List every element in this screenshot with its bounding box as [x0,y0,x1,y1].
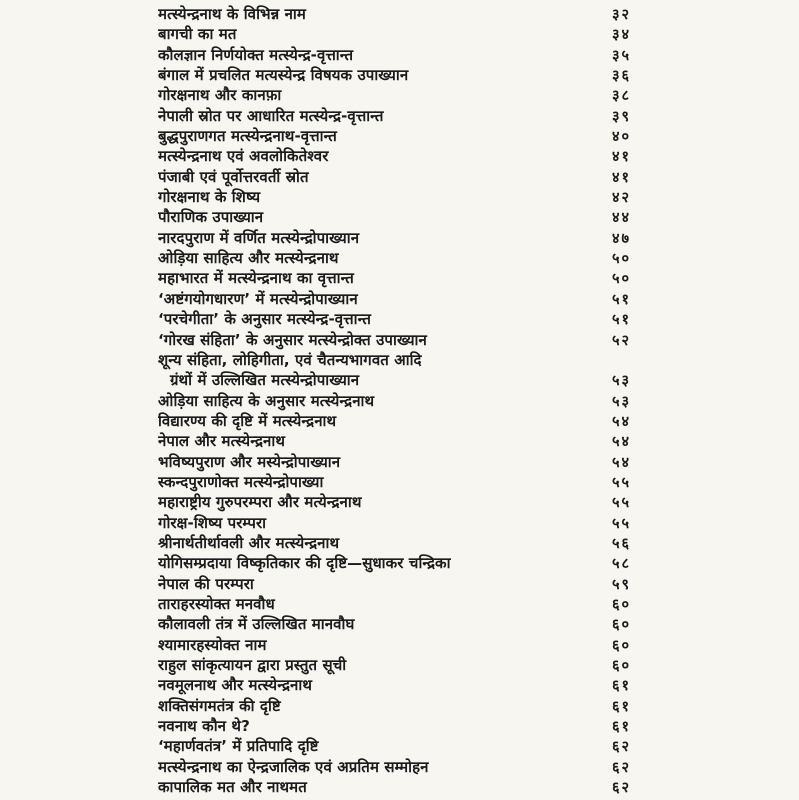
toc-entry-page: ४१ [612,149,632,166]
toc-entry-title: मत्स्येन्द्रनाथ के विभिन्न नाम [158,5,306,23]
toc-row [158,574,699,594]
toc-entry-title: नारदपुराण में वर्णित मत्स्येन्द्रोपाख्यान [158,228,360,247]
toc-row [158,472,699,492]
toc-entry-page: ५३ [612,393,632,410]
toc-list [0,4,799,797]
toc-entry-title: ‘महार्णवतंत्र’ में प्रतिपादि दृष्टि [158,737,319,756]
toc-entry-page: ५५ [612,474,632,491]
toc-entry-page: ३५ [612,47,632,64]
toc-entry-title: ओड़िया साहित्य के अनुसार मत्स्येन्द्रनाथ [158,391,375,410]
toc-row [158,513,699,533]
toc-entry-page: ६० [612,617,632,634]
toc-entry-page: ६२ [612,739,632,756]
toc-entry-title: ताराहरस्योक्त मनवौध [158,594,275,613]
toc-entry-page: ६१ [612,698,632,715]
toc-entry-page: ४४ [612,210,632,227]
toc-entry-page: ४७ [612,230,632,247]
toc-row [158,655,699,675]
toc-row [158,431,699,451]
toc-entry-page: ३२ [612,7,632,23]
toc-entry-page: ५४ [612,434,632,451]
toc-entry-title: कौलज्ञान निर्णयोक्त मत्स्येन्द्र-वृत्तान्त [158,45,354,64]
toc-row [158,553,699,573]
toc-entry-page: ५१ [612,312,632,329]
toc-row [158,350,699,370]
toc-row [158,533,699,553]
toc-row [158,228,699,248]
toc-row [158,248,699,268]
toc-entry-page: ५१ [612,291,632,308]
toc-entry-title: कापालिक मत और नाथमत [158,778,307,797]
toc-row [158,85,699,105]
toc-row [158,330,699,350]
toc-row [158,65,699,85]
toc-entry-page: ५० [612,271,632,288]
toc-entry-page: ३६ [612,68,632,85]
toc-entry-title: ग्रंथों में उल्लिखित मत्स्येन्द्रोपाख्यान [170,371,360,390]
toc-row [158,635,699,655]
toc-row [158,736,699,756]
toc-entry-title: मत्स्येन्द्रनाथ का ऐन्द्रजालिक एवं अप्रतिम सम्मोहन [158,757,429,776]
toc-row [158,594,699,614]
toc-entry-title: नेपाल और मत्स्येन्द्रनाथ [158,432,286,451]
toc-row [158,614,699,634]
toc-entry-title: श्रीनार्थतीर्थावली और मत्स्येन्द्रनाथ [158,533,340,552]
toc-entry-page: ३९ [612,108,632,125]
toc-row [158,391,699,411]
toc-entry-title: विद्यारण्य की दृष्टि में मत्स्येन्द्रनाथ [158,411,337,430]
toc-row [158,187,699,207]
toc-entry-page: ६१ [612,678,632,695]
toc-entry-page: ५४ [612,454,632,471]
toc-entry-title: नवमूलनाथ और मत्स्येन्द्रनाथ [158,676,313,695]
toc-entry-page: ६१ [612,719,632,736]
toc-entry-page: ४० [612,129,632,146]
toc-entry-page: ५९ [612,576,632,593]
toc-entry-page: ५५ [612,515,632,532]
toc-row [158,757,699,777]
toc-entry-title: मत्स्येन्द्रनाथ एवं अवलोकितेश्वर [158,147,329,166]
toc-entry-title: पौराणिक उपाख्यान [158,208,264,227]
toc-entry-page: ३८ [612,88,632,105]
toc-entry-page: ३४ [612,27,632,44]
toc-entry-title: गोरक्षनाथ के शिष्य [158,188,261,207]
toc-entry-title: बुद्धपुराणगत मत्स्येन्द्रनाथ-वृत्तान्त [158,127,337,146]
toc-entry-page: ५८ [612,556,632,573]
toc-entry-page: ५६ [612,535,632,552]
toc-row [158,452,699,472]
toc-row [158,777,699,797]
toc-entry-title: महाभारत में मत्स्येन्द्रनाथ का वृत्तान्त [158,269,354,288]
toc-row [158,675,699,695]
toc-entry-title: ओड़िया साहित्य और मत्स्येन्द्रनाथ [158,249,339,268]
toc-entry-title: नेपाल की परम्परा [158,574,254,593]
toc-entry-title: स्कन्दपुराणोक्त मत्स्येन्द्रोपाख्या [158,472,324,491]
toc-row [158,106,699,126]
toc-row [158,268,699,288]
toc-entry-page: ४१ [612,169,632,186]
toc-entry-page: ५४ [612,413,632,430]
toc-entry-title: ‘अष्टंगयोगधारण’ में मत्स्येन्द्रोपाख्यान [158,289,358,308]
toc-entry-page: ६२ [612,780,632,797]
toc-entry-title: महाराष्ट्रीय गुरुपरम्परा और मत्येन्द्रनाथ [158,493,362,512]
toc-entry-title: ‘परचेगीता’ के अनुसार मत्स्येन्द्र-वृत्तान्त [158,310,371,329]
toc-entry-page: ५० [612,251,632,268]
toc-entry-title: गोरक्ष-शिष्य परम्परा [158,513,267,532]
toc-row [158,370,699,390]
toc-entry-page: ५३ [612,373,632,390]
toc-entry-page: ६० [612,596,632,613]
toc-row [158,45,699,65]
toc-entry-title: कौलावली तंत्र में उल्लिखित मानवौघ [158,615,355,634]
toc-entry-page: ६० [612,658,632,674]
toc-entry-page: ६२ [612,759,632,776]
toc-row [158,24,699,44]
toc-entry-title: पंजाबी एवं पूर्वोत्तरवर्ती स्रोत [158,167,309,186]
toc-entry-title: राहुल सांकृत्यायन द्वारा प्रस्तुत सूची [158,656,347,674]
toc-entry-page: ६० [612,637,632,654]
toc-entry-title: बंगाल में प्रचलित मत्यस्येन्द्र विषयक उपाख्यान [158,66,409,85]
toc-row [158,167,699,187]
toc-row [158,411,699,431]
toc-row [158,146,699,166]
toc-entry-title: शक्तिसंगमतंत्र की दृष्टि [158,696,281,715]
toc-entry-title: भविष्यपुराण और मस्येन्द्रोपाख्यान [158,452,341,471]
toc-row [158,696,699,716]
toc-entry-title: शून्य संहिता, लोहिगीता, एवं चैतन्यभागवत आदि [158,350,422,369]
toc-row [158,207,699,227]
toc-row [158,309,699,329]
toc-row [158,716,699,736]
toc-row [158,492,699,512]
toc-entry-page: ५२ [612,332,632,349]
toc-row [158,4,699,24]
toc-row [158,289,699,309]
toc-entry-page: ५५ [612,495,632,512]
toc-row [158,126,699,146]
toc-entry-title: श्यामारहस्योक्त नाम [158,635,267,654]
toc-entry-title: योगिसम्प्रदाया विष्कृतिकार की दृष्टि—सुधाकर चन्द्रिका [158,554,451,573]
toc-entry-title: नवनाथ कौन थे? [158,717,250,736]
toc-entry-page: ४२ [612,190,632,207]
toc-entry-title: गोरक्षनाथ और कानफ़ा [158,86,282,105]
toc-entry-title: बागची का मत [158,25,237,44]
toc-entry-title: नेपाली स्रोत पर आधारित मत्स्येन्द्र-वृत्तान्त [158,106,384,125]
toc-entry-title: ‘गोरख संहिता’ के अनुसार मत्स्येन्द्रोक्त उपाख्यान [158,330,427,349]
